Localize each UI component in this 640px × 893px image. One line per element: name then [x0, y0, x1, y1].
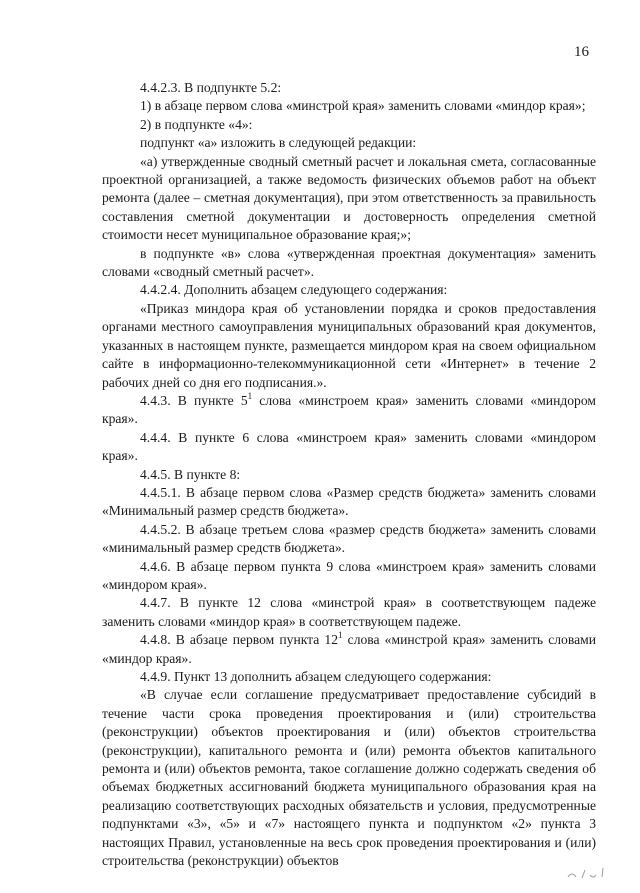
paragraph-subitem-a-text: «а) утвержденные сводный сметный расчет и локальная смета, согласованные проектной организацией, а также ведомость физических объемов работ на объект ремонта (далее – сметная документация), при этом ответственность за правильность составления сметной документации и достоверность определения сметной стоимости несет муниципальное образование края;»;	[102, 153, 596, 243]
paragraph-4-4-5-1: 4.4.5.1. В абзаце первом слова «Размер средств бюджета» заменить словами «Минимальный размер средств бюджета».	[102, 484, 596, 519]
paragraph-order-text: «Приказ миндора края об установлении порядка и сроков предоставления органами местного самоуправления муниципальных образований края документов, указанных в настоящем пункте, размещается миндором края на своем официальном сайте в информационно-телекоммуникационной сети «Интернет» в течение 2 рабочих дней со дня его подписания.».	[102, 300, 596, 390]
paragraph-item-2: 2) в подпункте «4»:	[140, 116, 253, 132]
paragraph-4-4-7: 4.4.7. В пункте 12 слова «минстрой края» в соответствующем падеже заменить словами «миндор края» в соответствующем падеже.	[102, 595, 596, 629]
superscript: 1	[338, 630, 343, 641]
superscript: 1	[247, 390, 253, 401]
paragraph-4-4-2-4: 4.4.2.4. Дополнить абзацем следующего содержания:	[140, 282, 448, 298]
paragraph-subitem-a-intro: подпункт «а» изложить в следующей редакции:	[140, 135, 417, 151]
document-body	[102, 79, 596, 870]
paragraph-4-4-5-2: 4.4.5.2. В абзаце третьем слова «размер средств бюджета» заменить словами «минимальный размер средств бюджета».	[102, 521, 596, 556]
paragraph-subsidy-text: «В случае если соглашение предусматривает предоставление субсидий в течение части срока проведения проектирования и (или) строительства (реконструкции) объектов проектирования и (или) объектов строительства (реконструкции), капитального ремонта и (или) ремонта объектов капитального ремонта и (или) объектов ремонта, такое соглашение должно содержать сведения об объемах бюджетных ассигнований бюджета муниципального образования края на реализацию соответствующих расходных обязательств и условия, предусмотренные подпунктами «3», «5» и «7» настоящего пункта и подпунктом «2» пункта 3 настоящих Правил, установленные на весь срок проведения проектирования и (или) строительства (реконструкции) объектов	[102, 687, 596, 869]
paragraph-4-4-8: 4.4.8. В абзаце первом пункта $12^1$ слова «минстрой края» заменить словами «миндор края».	[102, 630, 596, 666]
paragraph-4-4-2-3: 4.4.2.3. В подпункте 5.2:	[140, 80, 282, 95]
paragraph-4-4-9: 4.4.9. Пункт 13 дополнить абзацем следующего содержания:	[140, 669, 492, 684]
paragraph-4-4-3: 4.4.3. В пункте $5^1$ слова «минстроем края» заменить словами «миндором края».	[102, 390, 596, 427]
paragraph-subitem-v: в подпункте «в» слова «утвержденная проектная документация» заменить словами «сводный сметный расчет».	[102, 245, 596, 280]
paragraph-4-4-6: 4.4.6. В абзаце первом пункта 9 слова «минстроем края» заменить словами «миндором края».	[102, 558, 596, 592]
paragraph-4-4-5: 4.4.5. В пункте 8:	[140, 466, 241, 482]
paragraph-4-4-4: 4.4.4. В пункте 6 слова «минстроем края» заменить словами «миндором края».	[102, 429, 596, 464]
handwritten-mark-icon	[566, 863, 616, 883]
paragraph-item-1: 1) в абзаце первом слова «минстрой края» заменить словами «миндор края»;	[140, 98, 586, 114]
page-number: 16	[574, 44, 589, 60]
